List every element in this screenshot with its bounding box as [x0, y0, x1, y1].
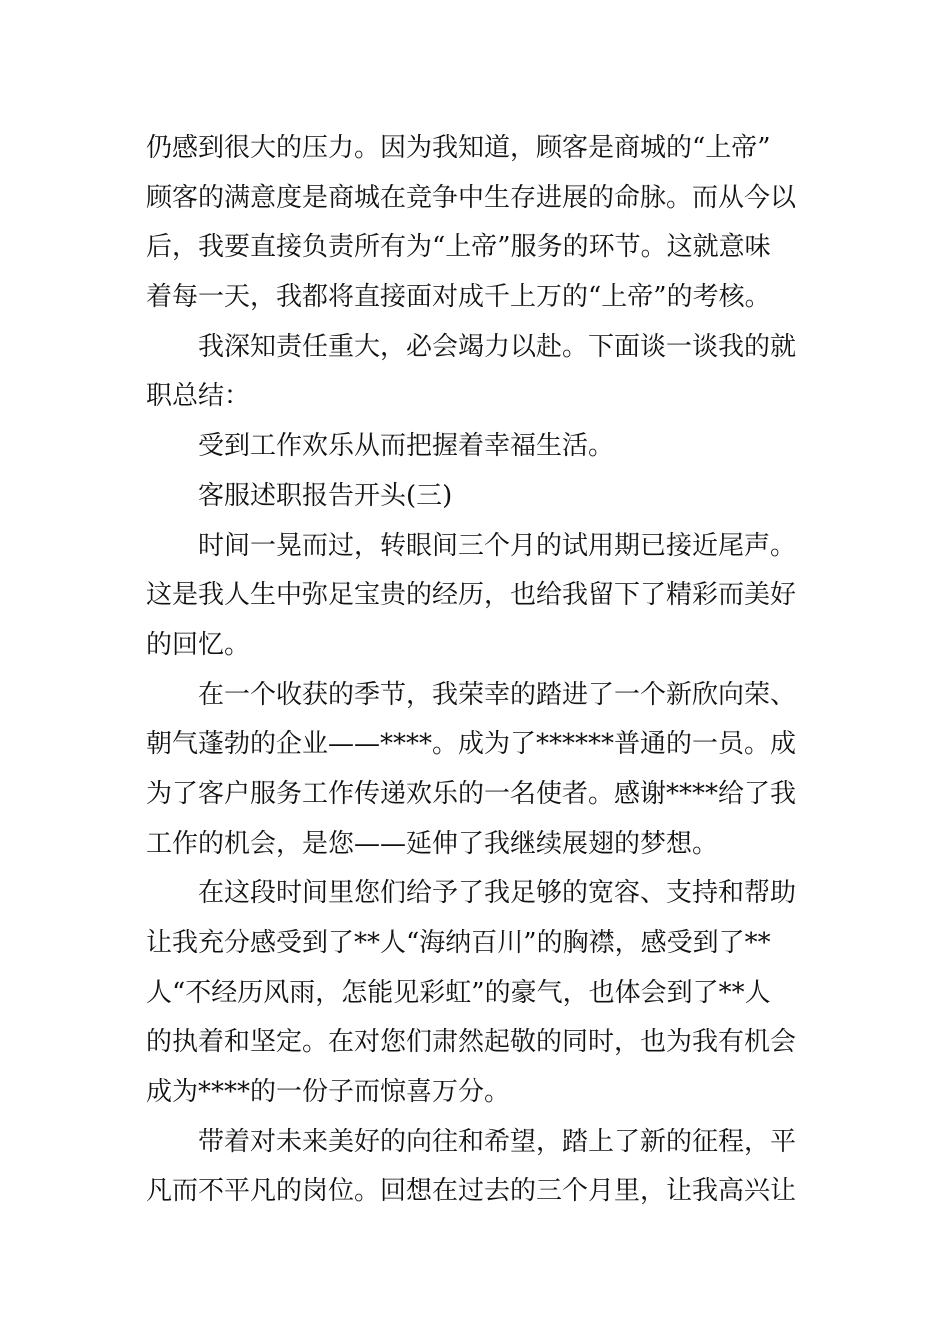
paragraph	[146, 472, 808, 522]
text-line: 成为****的一份子而惊喜万分。	[146, 1077, 511, 1108]
text-line: 的回忆。	[146, 629, 251, 660]
text-line: 工作的机会，是您——延伸了我继续展翅的梦想。	[146, 828, 719, 859]
text-line: 受到工作欢乐从而把握着幸福生活。	[198, 431, 615, 462]
text-line: 顾客的满意度是商城在竞争中生存进展的命脉。而从今以	[146, 182, 797, 213]
text-line: 客服述职报告开头(三)	[198, 480, 453, 511]
text-line: 为了客户服务工作传递欢乐的一名使者。感谢****给了我	[146, 778, 797, 809]
text-line: 这是我人生中弥足宝贵的经历，也给我留下了精彩而美好	[146, 580, 797, 611]
text-line: 凡而不平凡的岗位。回想在过去的三个月里，让我高兴让	[146, 1176, 797, 1207]
paragraph	[146, 422, 808, 472]
paragraph	[146, 323, 808, 422]
text-line: 人“不经历风雨，怎能见彩虹”的豪气，也体会到了**人	[146, 977, 771, 1008]
document-body	[146, 124, 808, 1217]
paragraph	[146, 671, 808, 870]
text-line: 在这段时间里您们给予了我足够的宽容、支持和帮助	[198, 878, 797, 909]
paragraph	[146, 869, 808, 1117]
text-line: 朝气蓬勃的企业——****。成为了******普通的一员。成	[146, 729, 797, 760]
text-line: 着每一天，我都将直接面对成千上万的“上帝”的考核。	[146, 282, 771, 313]
text-line: 带着对未来美好的向往和希望，踏上了新的征程，平	[198, 1126, 797, 1157]
text-line: 仍感到很大的压力。因为我知道，顾客是商城的“上帝”	[146, 133, 771, 163]
text-line: 职总结：	[146, 381, 251, 412]
text-line: 时间一晃而过，转眼间三个月的试用期已接近尾声。	[198, 530, 797, 561]
text-line: 让我充分感受到了**人“海纳百川”的胸襟，感受到了**	[146, 928, 771, 958]
paragraph	[146, 1118, 808, 1217]
text-line: 我深知责任重大，必会竭力以赴。下面谈一谈我的就	[198, 331, 797, 362]
text-line: 的执着和坚定。在对您们肃然起敬的同时，也为我有机会	[146, 1027, 797, 1058]
text-line: 在一个收获的季节，我荣幸的踏进了一个新欣向荣、	[198, 679, 797, 710]
paragraph	[146, 522, 808, 671]
text-line: 后，我要直接负责所有为“上帝”服务的环节。这就意味	[146, 232, 771, 263]
paragraph	[146, 124, 808, 323]
